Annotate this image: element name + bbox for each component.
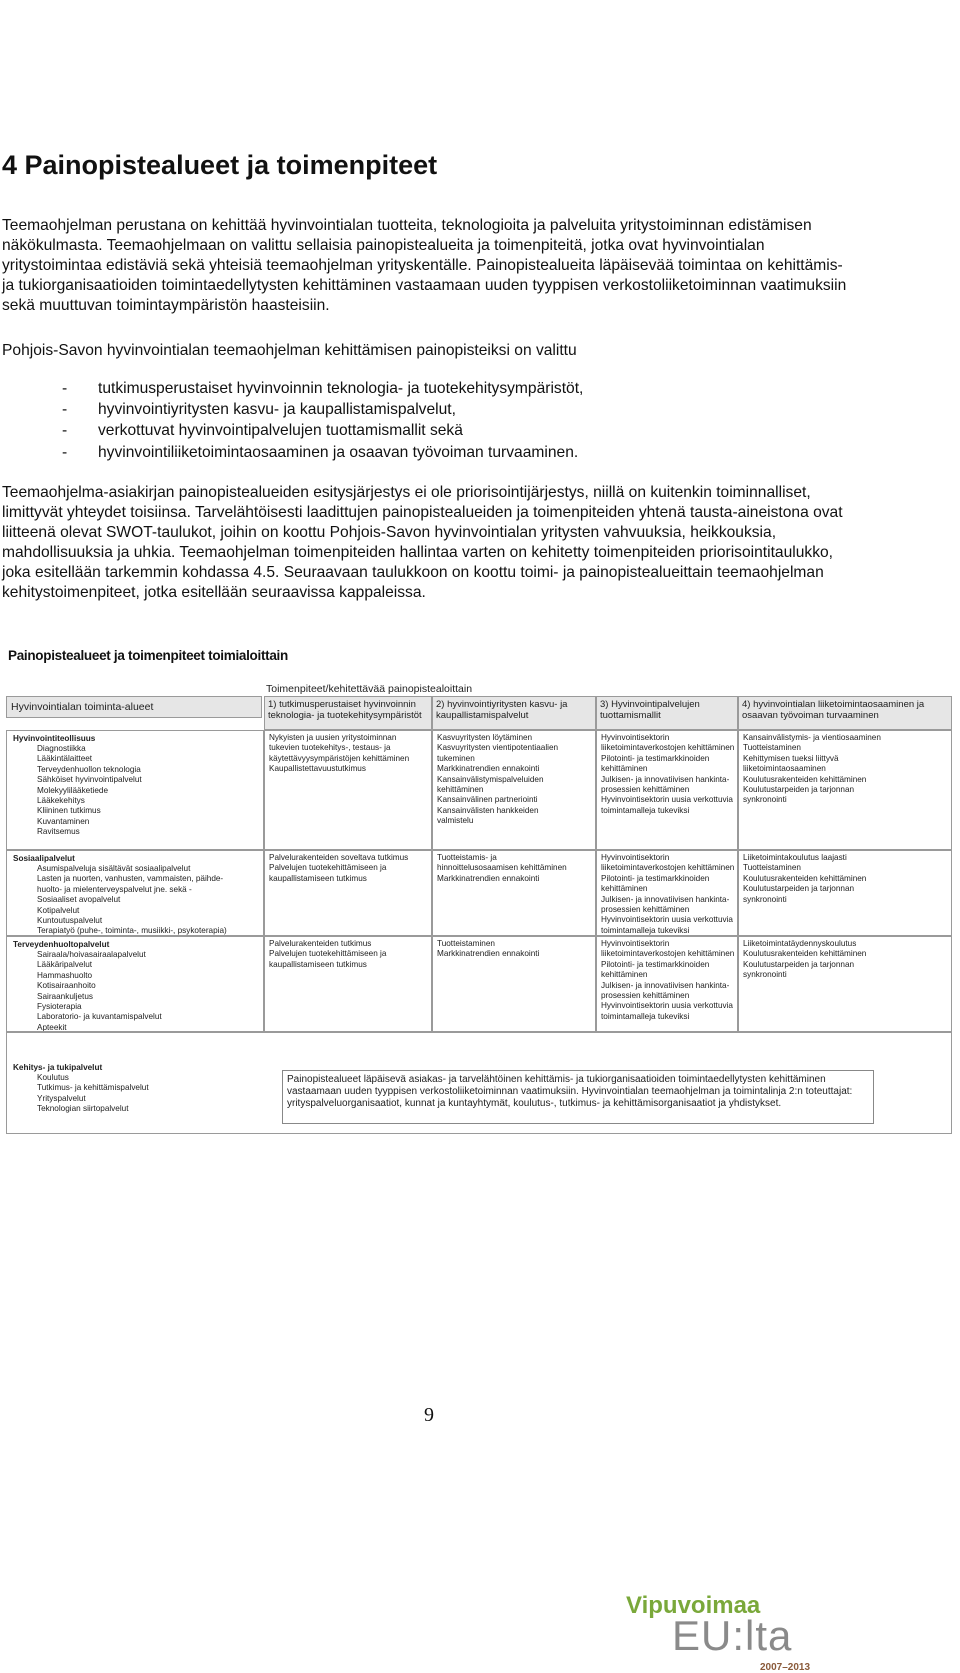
list-item: - hyvinvointiliiketoimintaosaaminen ja osaavan työvoiman turvaaminen.: [62, 443, 579, 461]
section-heading: 4 Painopistealueet ja toimenpiteet: [2, 150, 438, 180]
left-header-cell: Hyvinvointialan toiminta-alueet: [6, 696, 262, 718]
column-header-2: 2) hyvinvointiyritysten kasvu- ja kaupallistamispalvelut: [432, 696, 596, 730]
logo-years: 2007–2013: [760, 1662, 811, 1673]
table-cell: Tuotteistamis- ja hinnoittelusosaamisen kehittäminen Markkinatrendien ennakointi: [432, 850, 596, 936]
list-item: - hyvinvointiyritysten kasvu- ja kaupallistamispalvelut,: [62, 401, 456, 419]
table-cell: Hyvinvointisektorin liiketoimintaverkostojen kehittäminen Pilotointi- ja testimarkkinoiden kehittäminen Julkisen- ja innovatiivisen hankinta- prosessien kehittäminen Hyvinvointisektorin uusia verkottuvia toimintamalleja tukeviksi: [596, 730, 738, 850]
column-header-3: 3) Hyvinvointipalvelujen tuottamismallit: [596, 696, 738, 730]
table-cell: Palvelurakenteiden soveltava tutkimus Palvelujen tuotekehittämiseen ja kaupallistamiseen tutkimus: [264, 850, 432, 936]
top-header: Toimenpiteet/kehitettävää painopistealoittain: [266, 683, 473, 695]
table-cell: Liiketoimintatäydennyskoulutus Koulutusrakenteiden kehittäminen Koulutustarpeiden ja tarjonnan synkronointi: [738, 936, 952, 1032]
table-row: Sosiaalipalvelut Asumispalveluja sisältävät sosiaalipalvelut Lasten ja nuorten, vanhusten, vammaisten, päihde- huolto- ja mielenterveyspalvelut jne. sekä - Sosiaaliset avopalvelut Kotipalvelut Kuntoutuspalvelut Terapiatyö (puhe-, toiminta-, musiikki-, psykoterapia): [6, 850, 264, 936]
table-row: Hyvinvointiteollisuus Diagnostiikka Lääkintälaitteet Terveydenhuollon teknologia Sähköiset hyvinvointipalvelut Molekyylilääketiede Lääkekehitys Kliininen tutkimus Kuvantaminen Ravitsemus: [6, 730, 264, 850]
logo-vipuvoimaa: Vipuvoimaa: [626, 1592, 761, 1619]
paragraph-focus-intro: Pohjois-Savon hyvinvointialan teemaohjelman kehittämisen painopisteiksi on valittu: [2, 342, 577, 359]
table-row: Terveydenhuoltopalvelut Sairaala/hoivasairaalapalvelut Lääkäripalvelut Hammashuolto Kotisairaanhoito Sairaankuljetus Fysioterapia Laboratorio- ja kuvantamispalvelut Apteekit: [6, 936, 264, 1032]
table-cell: Hyvinvointisektorin liiketoimintaverkostojen kehittäminen Pilotointi- ja testimarkkinoiden kehittäminen Julkisen- ja innovatiivisen hankinta- prosessien kehittäminen Hyvinvointisektorin uusia verkottuvia toimintamalleja tukeviksi: [596, 850, 738, 936]
table-cell: Kasvuyritysten löytäminen Kasvuyritysten vientipotentiaalien tukeminen Markkinatrendien ennakointi Kansainvälistymispalveluiden kehittäminen Kansainvälinen partneriointi Kansainvälisten hankkeiden valmistelu: [432, 730, 596, 850]
paragraph-intro: Teemaohjelman perustana on kehittää hyvinvointialan tuotteita, teknologioita ja palveluita yritystoiminnan edistämisen näkökulmasta. Teemaohjelmaan on valittu sellaisia painopistealueita ja toimenpiteitä, jotka ovat hyvinvointialan yritystoimintaa edistäviä sekä yhteisiä teemaohjelman yrityskentälle. Painopistealueita läpäisevää toimintaa on kehittämis- ja tukiorganisaatioiden toimintaedellytysten kehittäminen vastaamaan uuden tyyppisen verkostoliiketoiminnan vaatimuksiin sekä muuttuvan toimintaympäristön haasteisiin.: [2, 217, 847, 314]
table-cell: Palvelurakenteiden tutkimus Palvelujen tuotekehittämiseen ja kaupallistamiseen tutkimus: [264, 936, 432, 1032]
list-item: - verkottuvat hyvinvointipalvelujen tuottamismallit sekä: [62, 422, 463, 440]
table-cell: Tuotteistaminen Markkinatrendien ennakointi: [432, 936, 596, 1032]
list-item: - tutkimusperustaiset hyvinvoinnin teknologia- ja tuotekehitysympäristöt,: [62, 380, 584, 397]
page-number: 9: [424, 1404, 434, 1426]
table-row: Kehitys- ja tukipalvelut Koulutus Tutkimus- ja kehittämispalvelut Yrityspalvelut Teknologian siirtopalvelut: [6, 1032, 952, 1134]
focus-area-table: [6, 684, 952, 1134]
summary-box: Painopistealueet läpäisevä asiakas- ja tarvelähtöinen kehittämis- ja tukiorganisaatioiden toimintaedellytysten kehittäminen vastaamaan uuden tyyppisen verkostoliiketoiminnan vaatimuksiin. Hyvinvointialan teemaohjelman ja toimintalinja 2:n toteuttajat: yrityspalveluorganisaatiot, kunnat ja kuntayhtymät, koulutus-, tutkimus- ja kehittämisorganisaatiot ja yhdistykset.: [282, 1070, 874, 1124]
column-header-1: 1) tutkimusperustaiset hyvinvoinnin teknologia- ja tuotekehitysympäristöt: [264, 696, 432, 730]
paragraph-order: Teemaohjelma-asiakirjan painopistealueiden esitysjärjestys ei ole priorisointijärjestys, niillä on kuitenkin toiminnalliset, limittyvät yhteydet toisiinsa. Tarvelähtöisesti laadittujen painopistealueiden ja toimenpiteiden yhtenä tausta-aineistona ovat liitteenä olevat SWOT-taulukot, joihin on koottu Pohjois-Savon hyvinvointialan yritysten vahvuuksia, heikkouksia, mahdollisuuksia ja uhkia. Teemaohjelman toimenpiteiden hallintaa varten on kehitetty toimenpiteiden priorisointitaulukko, joka esitellään tarkemmin kohdassa 4.5. Seuraavaan taulukkoon on koottu toimi- ja painopistealueittain teemaohjelman kehitystoimenpiteet, jotka esitellään seuraavissa kappaleissa.: [2, 484, 843, 601]
logo-eu: EU:lta: [672, 1612, 793, 1659]
figure-title: Painopistealueet ja toimenpiteet toimialoittain: [8, 648, 288, 663]
focus-area-list: [62, 378, 583, 463]
table-cell: Hyvinvointisektorin liiketoimintaverkostojen kehittäminen Pilotointi- ja testimarkkinoiden kehittäminen Julkisen- ja innovatiivisen hankinta- prosessien kehittäminen Hyvinvointisektorin uusia verkottuvia toimintamalleja tukeviksi: [596, 936, 738, 1032]
column-header-4: 4) hyvinvointialan liiketoimintaosaaminen ja osaavan työvoiman turvaaminen: [738, 696, 952, 730]
table-cell: Liiketoimintakoulutus laajasti Tuotteistaminen Koulutusrakenteiden kehittäminen Koulutustarpeiden ja tarjonnan synkronointi: [738, 850, 952, 936]
table-cell: Kansainvälistymis- ja vientiosaaminen Tuotteistaminen Kehittymisen tueksi liittyvä liiketoimintaosaaminen Koulutusrakenteiden kehittäminen Koulutustarpeiden ja tarjonnan synkronointi: [738, 730, 952, 850]
table-cell: Nykyisten ja uusien yritystoiminnan tukevien tuotekehitys-, testaus- ja käytettävyysympäristöjen kehittäminen Kaupallistettavuustutkimus: [264, 730, 432, 850]
